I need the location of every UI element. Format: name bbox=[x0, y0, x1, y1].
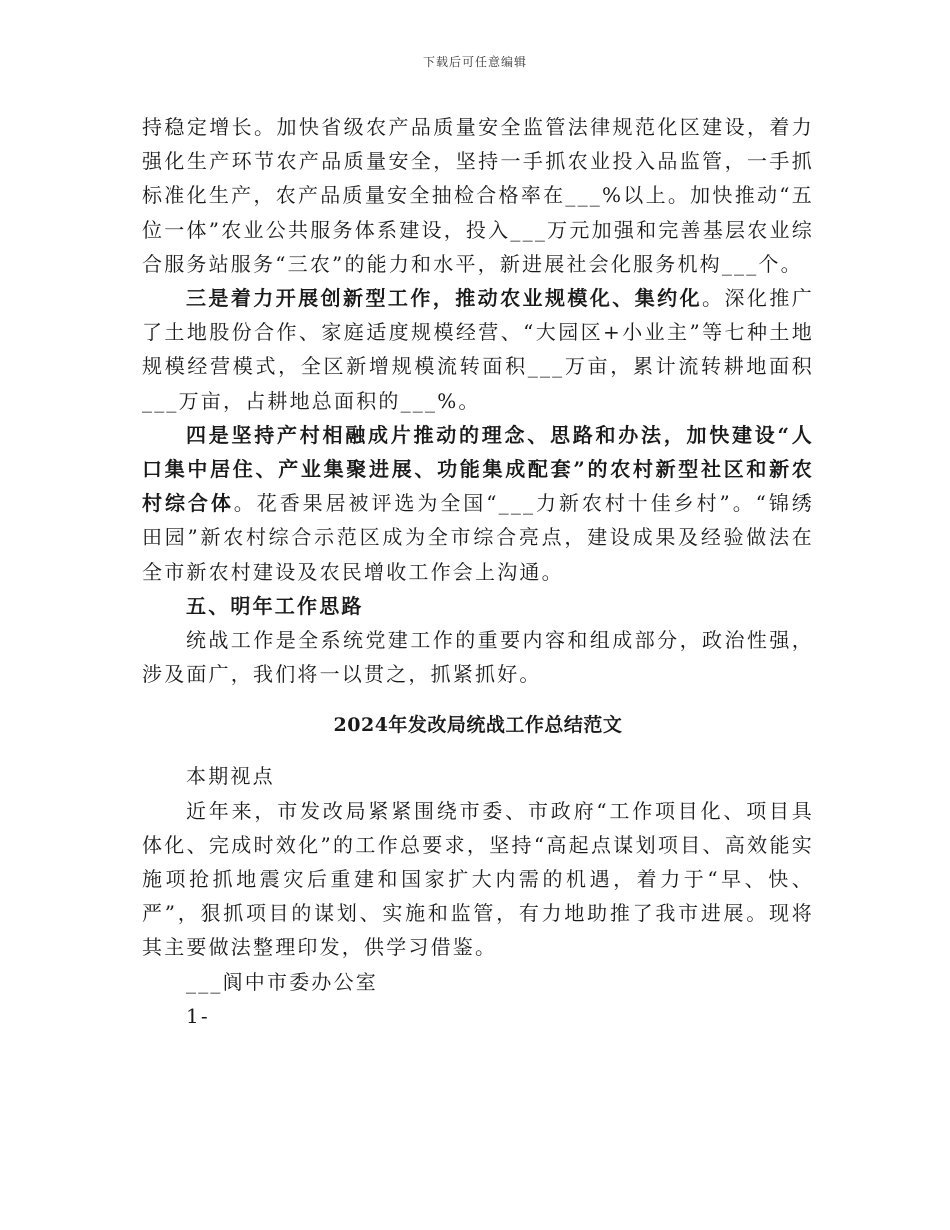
paragraph-innovation-lead: 三是着力开展创新型工作，推动农业规模化、集约化 bbox=[186, 286, 703, 311]
paragraph-united-front: 统战工作是全系统党建工作的重要内容和组成部分，政治性强，涉及面广，我们将一以贯之，抓紧抓好。 bbox=[142, 628, 814, 687]
document-title: 2024年发改局统战工作总结范文 bbox=[333, 714, 623, 737]
page-marker: 1- bbox=[186, 1003, 210, 1028]
paragraph-new-community bbox=[142, 418, 814, 589]
paragraph-quality-safety: 持稳定增长。加快省级农产品质量安全监管法律规范化区建设，着力强化生产环节农产品质量安全，坚持一手抓农业投入品监管，一手抓标准化生产，农产品质量安全抽检合格率在___%以上。加快推动“五位一体”农业公共服务体系建设，投入___万元加强和完善基层农业综合服务站服务“三农”的能力和水平，新进展社会化服务机构___个。 bbox=[142, 115, 814, 276]
source-line: ___阆中市委办公室 bbox=[186, 969, 378, 994]
paragraph-intro: 近年来，市发改局紧紧围绕市委、市政府“工作项目化、项目具体化、完成时效化”的工作总要求，坚持“高起点谋划项目、高效能实施项抢抓地震灾后重建和国家扩大内需的机遇，着力于“早、快、严”，狠抓项目的谋划、实施和监管，有力地助推了我市进展。现将其主要做法整理印发，供学习借鉴。 bbox=[142, 798, 814, 960]
page-header-note: 下载后可任意编辑 bbox=[422, 55, 527, 69]
paragraph-new-community-body: 。花香果居被评选为全国“___力新农村十佳乡村”。“锦绣田园”新农村综合示范区成为全市综合亮点，建设成果及经验做法在全市新农村建设及农民增收工作会上沟通。 bbox=[142, 491, 814, 584]
paragraph-innovation-body: 。深化推广了土地股份合作、家庭适度规模经营、“大园区+小业主”等七种土地规模经营模式，全区新增规模流转面积___万亩，累计流转耕地面积___万亩，占耕地总面积的___%。 bbox=[142, 286, 814, 413]
document-body bbox=[142, 110, 814, 1033]
paragraph-new-community-lead: 四是坚持产村相融成片推动的理念、思路和办法，加快建设“人口集中居住、产业集聚进展、功能集成配套”的农村新型社区和新农村综合体 bbox=[142, 422, 814, 516]
section-label: 本期视点 bbox=[186, 764, 275, 789]
heading-next-year-plan: 五、明年工作思路 bbox=[186, 593, 364, 618]
paragraph-innovation bbox=[142, 281, 814, 418]
